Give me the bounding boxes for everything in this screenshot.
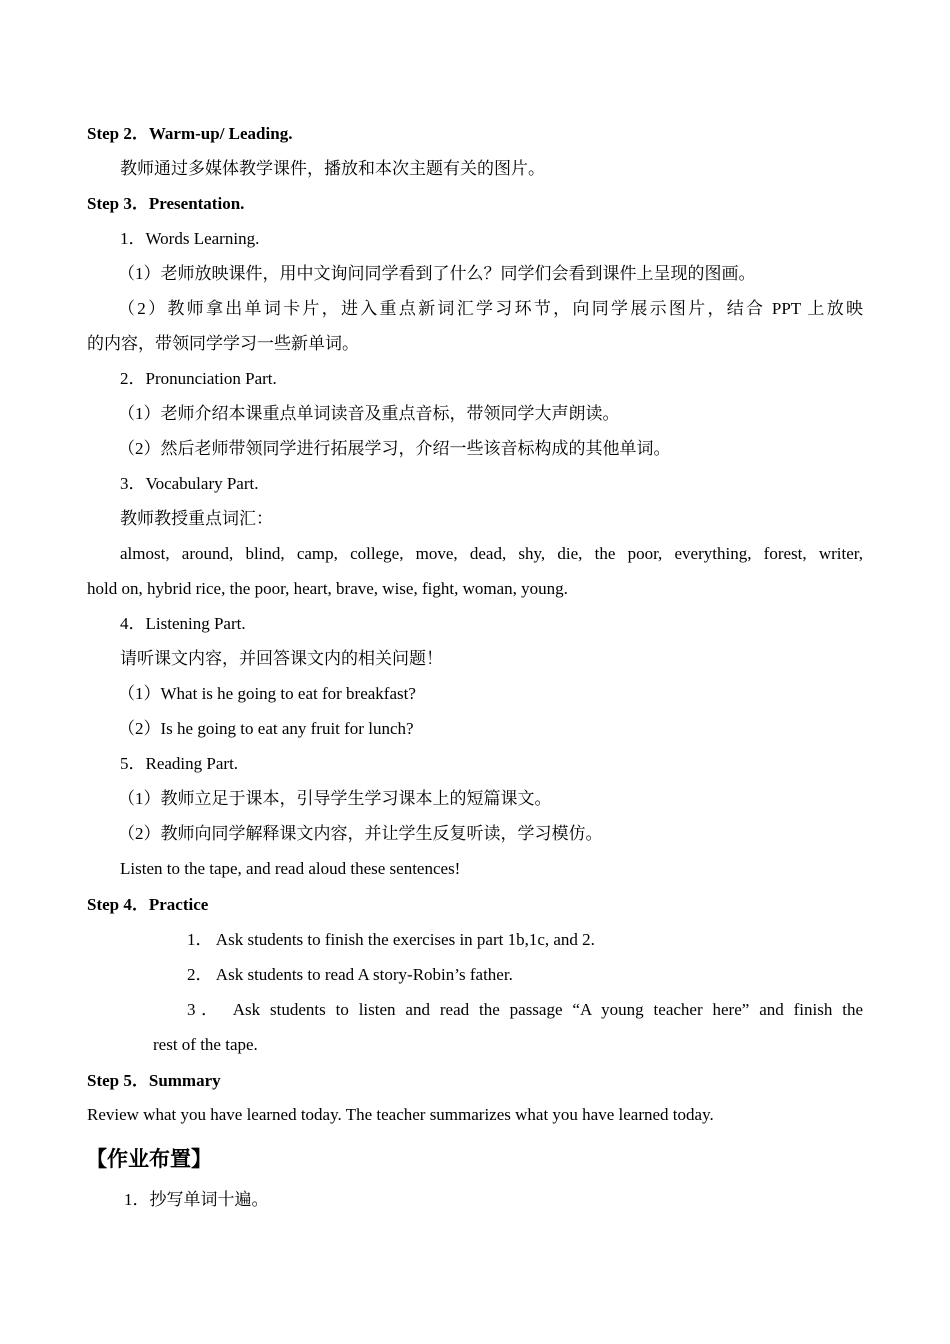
step4-heading: Step 4．Practice	[87, 895, 209, 914]
pronunciation-item-2: （2）然后老师带领同学进行拓展学习，介绍一些该音标构成的其他单词。	[118, 439, 671, 458]
step2-heading: Step 2．Warm-up/ Leading.	[87, 124, 293, 143]
reading-title: 5．Reading Part.	[120, 754, 239, 773]
homework-item-1: 1．抄写单词十遍。	[124, 1190, 269, 1209]
practice-item-1: 1． Ask students to finish the exercises in part 1b,1c, and 2.	[187, 930, 595, 949]
words-learning-item-2-line-1: （2）教师拿出单词卡片，进入重点新词汇学习环节，向同学展示图片，结合 PPT 上放映	[118, 299, 863, 318]
pronunciation-item-1: （1）老师介绍本课重点单词读音及重点音标，带领同学大声朗读。	[118, 404, 620, 423]
pronunciation-title: 2．Pronunciation Part.	[120, 369, 277, 388]
listening-question-1: （1）What is he going to eat for breakfast?	[118, 684, 416, 703]
step3-heading: Step 3．Presentation.	[87, 194, 245, 213]
listening-title: 4．Listening Part.	[120, 614, 246, 633]
step5-heading: Step 5．Summary	[87, 1071, 221, 1090]
vocabulary-title: 3．Vocabulary Part.	[120, 474, 259, 493]
vocabulary-list-line-1: almost, around, blind, camp, college, move, dead, shy, die, the poor, everything, forest, writer,	[120, 544, 863, 563]
words-learning-title: 1．Words Learning.	[120, 229, 260, 248]
homework-heading: 【作业布置】	[86, 1147, 212, 1171]
reading-item-1: （1）教师立足于课本，引导学生学习课本上的短篇课文。	[118, 789, 552, 808]
listening-intro: 请听课文内容，并回答课文内的相关问题！	[120, 649, 443, 668]
step5-text: Review what you have learned today. The teacher summarizes what you have learned today.	[87, 1105, 714, 1124]
practice-item-3-line-1: 3． Ask students to listen and read the passage “A young teacher here” and finish the	[187, 1000, 863, 1019]
words-learning-item-1: （1）老师放映课件，用中文询问同学看到了什么？同学们会看到课件上呈现的图画。	[118, 264, 756, 283]
reading-item-2: （2）教师向同学解释课文内容，并让学生反复听读，学习模仿。	[118, 824, 603, 843]
vocabulary-intro: 教师教授重点词汇：	[120, 509, 273, 528]
practice-item-2: 2． Ask students to read A story-Robin’s father.	[187, 965, 513, 984]
step2-text: 教师通过多媒体教学课件，播放和本次主题有关的图片。	[120, 159, 545, 178]
vocabulary-list-line-2: hold on, hybrid rice, the poor, heart, brave, wise, fight, woman, young.	[87, 579, 568, 598]
reading-instruction: Listen to the tape, and read aloud these sentences!	[120, 859, 461, 878]
practice-item-3-line-2: rest of the tape.	[153, 1035, 258, 1054]
listening-question-2: （2）Is he going to eat any fruit for lunch?	[118, 719, 414, 738]
words-learning-item-2-line-2: 的内容，带领同学学习一些新单词。	[87, 334, 359, 353]
